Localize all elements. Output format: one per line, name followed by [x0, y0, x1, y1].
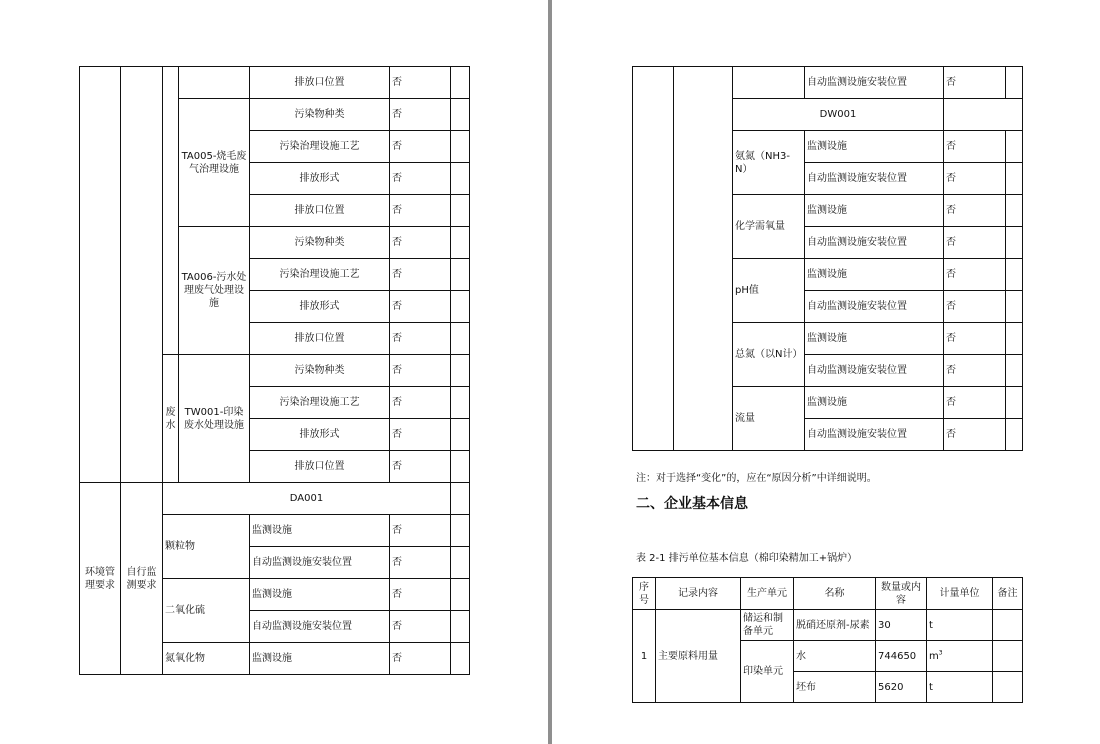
- check-item: 自动监测设施安装位置: [250, 611, 390, 643]
- check-value: 否: [944, 259, 1006, 291]
- empty-cell: [451, 323, 470, 355]
- pollutant-flow: 流量: [733, 387, 805, 451]
- env-management-requirement: 环境管理要求: [80, 483, 121, 675]
- check-item: 排放形式: [250, 291, 390, 323]
- empty-cell: [451, 515, 470, 547]
- empty-cell: [451, 483, 470, 515]
- check-item: 污染治理设施工艺: [250, 131, 390, 163]
- empty-cell: [1006, 291, 1023, 323]
- basic-info-table: [632, 577, 1023, 703]
- outlet-header-dw001: DW001: [733, 99, 944, 131]
- check-value: 否: [944, 163, 1006, 195]
- check-value: 否: [390, 259, 451, 291]
- empty-cell: [451, 259, 470, 291]
- row-seq: 1: [633, 610, 656, 703]
- empty-cell: [451, 195, 470, 227]
- empty-cell: [451, 227, 470, 259]
- check-item: 污染物种类: [250, 227, 390, 259]
- empty-cell: [733, 67, 805, 99]
- check-item: 污染治理设施工艺: [250, 259, 390, 291]
- pollutant-total-nitrogen: 总氮（以N计）: [733, 323, 805, 387]
- material-quantity: 744650: [876, 641, 927, 672]
- left-pollution-table: [79, 66, 470, 675]
- check-value: 否: [390, 227, 451, 259]
- empty-cell: [1006, 323, 1023, 355]
- check-item: 自动监测设施安装位置: [805, 163, 944, 195]
- check-item: 排放口位置: [250, 67, 390, 99]
- empty-cell: [451, 643, 470, 675]
- material-name: 脱硝还原剂-尿素: [794, 610, 876, 641]
- check-value: 否: [390, 579, 451, 611]
- facility-tw001: TW001-印染废水处理设施: [179, 355, 250, 483]
- check-value: 否: [944, 291, 1006, 323]
- check-value: 否: [944, 227, 1006, 259]
- check-value: 否: [390, 419, 451, 451]
- self-monitoring-requirement: 自行监测要求: [121, 483, 163, 675]
- check-value: 否: [944, 387, 1006, 419]
- check-value: 否: [390, 195, 451, 227]
- measure-superscript: 3: [938, 649, 943, 657]
- check-item: 污染物种类: [250, 99, 390, 131]
- material-remarks: [993, 610, 1023, 641]
- empty-cell: [451, 579, 470, 611]
- check-value: 否: [390, 451, 451, 483]
- facility-cell: [179, 67, 250, 99]
- check-value: 否: [390, 611, 451, 643]
- material-quantity: 30: [876, 610, 927, 641]
- header-remarks: 备注: [993, 578, 1023, 610]
- right-monitoring-table: [632, 66, 1023, 451]
- check-item: 排放口位置: [250, 195, 390, 227]
- empty-cell: [451, 131, 470, 163]
- material-name: 坯布: [794, 672, 876, 703]
- check-value: 否: [390, 99, 451, 131]
- check-item: 污染治理设施工艺: [250, 387, 390, 419]
- check-item: 排放口位置: [250, 323, 390, 355]
- empty-cell: [451, 163, 470, 195]
- check-item: 监测设施: [250, 515, 390, 547]
- check-item: 监测设施: [805, 131, 944, 163]
- empty-cell: [451, 291, 470, 323]
- check-value: 否: [390, 547, 451, 579]
- pollutant-ammonia: 氨氮（NH3-N）: [733, 131, 805, 195]
- table-note: 注：对于选择“变化”的，应在“原因分析”中详细说明。: [636, 473, 877, 484]
- empty-cell: [1006, 67, 1023, 99]
- category-wastewater: 废水: [163, 355, 179, 483]
- left-col2-continued: [121, 67, 163, 483]
- left-col3-continued: [163, 67, 179, 355]
- empty-cell: [944, 99, 1023, 131]
- table-caption: 表 2-1 排污单位基本信息（棉印染精加工+锅炉）: [636, 553, 858, 564]
- check-value: 否: [390, 131, 451, 163]
- header-production-unit: 生产单元: [741, 578, 794, 610]
- empty-cell: [1006, 355, 1023, 387]
- production-unit-storage: 储运和制备单元: [741, 610, 794, 641]
- pollutant-particulates: 颗粒物: [163, 515, 250, 579]
- check-value: 否: [390, 355, 451, 387]
- check-value: 否: [390, 163, 451, 195]
- check-value: 否: [390, 291, 451, 323]
- check-item: 排放形式: [250, 419, 390, 451]
- pollutant-cod: 化学需氧量: [733, 195, 805, 259]
- left-page: [0, 0, 548, 744]
- check-value: 否: [944, 355, 1006, 387]
- empty-cell: [1006, 259, 1023, 291]
- left-col1-continued: [80, 67, 121, 483]
- check-value: 否: [390, 67, 451, 99]
- material-remarks: [993, 641, 1023, 672]
- right-col1-continued: [633, 67, 674, 451]
- check-item: 监测设施: [805, 323, 944, 355]
- header-quantity: 数量或内容: [876, 578, 927, 610]
- check-value: 否: [944, 419, 1006, 451]
- material-measure: [927, 641, 993, 672]
- header-record: 记录内容: [656, 578, 741, 610]
- check-item: 自动监测设施安装位置: [805, 227, 944, 259]
- material-measure: t: [927, 672, 993, 703]
- empty-cell: [1006, 163, 1023, 195]
- empty-cell: [1006, 387, 1023, 419]
- material-name: 水: [794, 641, 876, 672]
- header-seq: 序号: [633, 578, 656, 610]
- facility-ta006: TA006-污水处理废气处理设施: [179, 227, 250, 355]
- empty-cell: [451, 451, 470, 483]
- material-measure: t: [927, 610, 993, 641]
- pollutant-ph: pH值: [733, 259, 805, 323]
- empty-cell: [451, 547, 470, 579]
- empty-cell: [451, 611, 470, 643]
- empty-cell: [451, 355, 470, 387]
- empty-cell: [451, 99, 470, 131]
- check-item: 自动监测设施安装位置: [250, 547, 390, 579]
- check-item: 自动监测设施安装位置: [805, 67, 944, 99]
- pollutant-nox: 氮氧化物: [163, 643, 250, 675]
- check-value: 否: [944, 323, 1006, 355]
- pollutant-so2: 二氧化硫: [163, 579, 250, 643]
- empty-cell: [451, 419, 470, 451]
- check-item: 自动监测设施安装位置: [805, 291, 944, 323]
- row-record: 主要原料用量: [656, 610, 741, 703]
- outlet-header-da001: DA001: [163, 483, 451, 515]
- check-item: 监测设施: [805, 259, 944, 291]
- material-quantity: 5620: [876, 672, 927, 703]
- material-remarks: [993, 672, 1023, 703]
- right-col2-continued: [674, 67, 733, 451]
- check-item: 自动监测设施安装位置: [805, 419, 944, 451]
- check-value: 否: [390, 387, 451, 419]
- header-measure-unit: 计量单位: [927, 578, 993, 610]
- empty-cell: [1006, 227, 1023, 259]
- production-unit-dyeing: 印染单元: [741, 641, 794, 703]
- section-title: 二、企业基本信息: [636, 496, 748, 512]
- check-item: 监测设施: [805, 195, 944, 227]
- check-value: 否: [390, 515, 451, 547]
- check-item: 监测设施: [805, 387, 944, 419]
- empty-cell: [1006, 195, 1023, 227]
- check-item: 排放口位置: [250, 451, 390, 483]
- check-item: 监测设施: [250, 643, 390, 675]
- measure-base: m: [929, 650, 939, 662]
- check-value: 否: [390, 643, 451, 675]
- facility-ta005: TA005-烧毛废气治理设施: [179, 99, 250, 227]
- check-item: 监测设施: [250, 579, 390, 611]
- check-item: 排放形式: [250, 163, 390, 195]
- check-item: 污染物种类: [250, 355, 390, 387]
- check-value: 否: [944, 67, 1006, 99]
- check-value: 否: [390, 323, 451, 355]
- empty-cell: [1006, 419, 1023, 451]
- check-value: 否: [944, 131, 1006, 163]
- empty-cell: [1006, 131, 1023, 163]
- check-value: 否: [944, 195, 1006, 227]
- empty-cell: [451, 387, 470, 419]
- check-item: 自动监测设施安装位置: [805, 355, 944, 387]
- header-name: 名称: [794, 578, 876, 610]
- empty-cell: [451, 67, 470, 99]
